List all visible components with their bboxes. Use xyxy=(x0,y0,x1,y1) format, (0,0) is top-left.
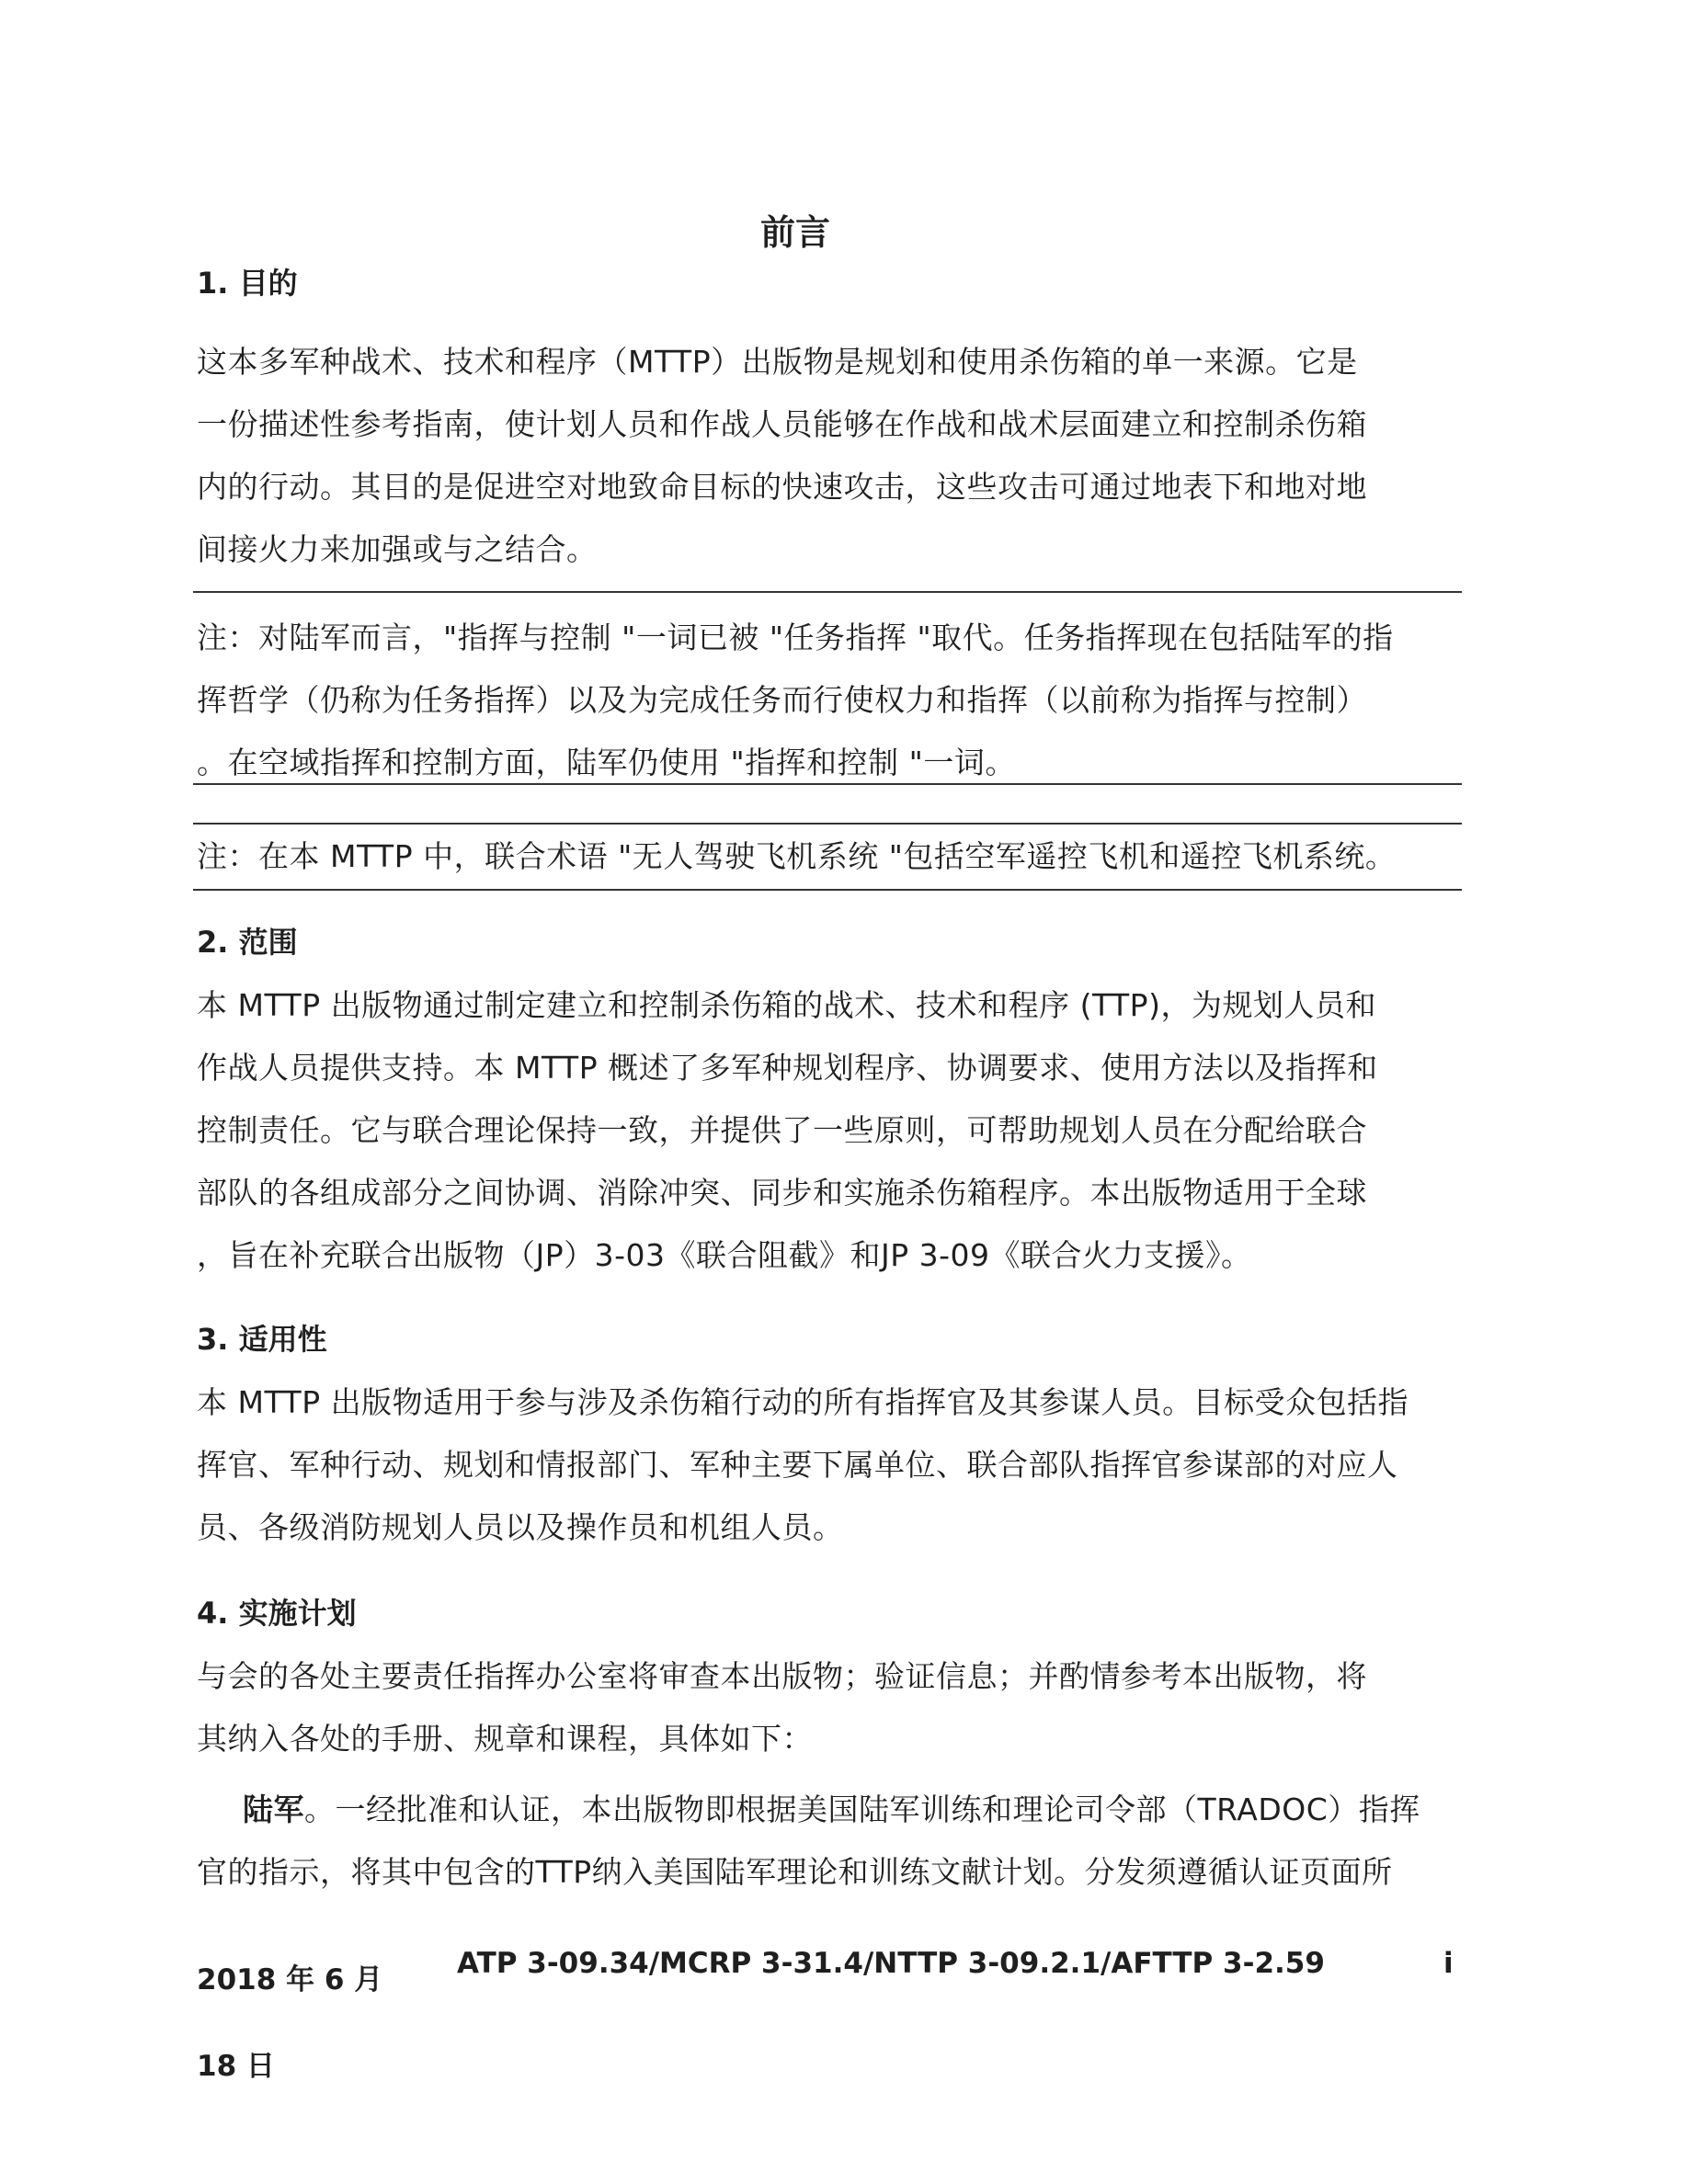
text-line: 本 MTTP 出版物适用于参与涉及杀伤箱行动的所有指挥官及其参谋人员。目标受众包括指 xyxy=(197,1384,1409,1420)
section-heading-implementation: 4. 实施计划 xyxy=(197,1596,357,1631)
section-heading-purpose: 1. 目的 xyxy=(197,266,298,301)
army-paragraph-line2: 官的指示，将其中包含的TTP纳入美国陆军理论和训练文献计划。分发须遵循认证页面所 xyxy=(197,1854,1393,1890)
text-line: 员、各级消防规划人员以及操作员和机组人员。 xyxy=(197,1509,844,1545)
section-heading-applicability: 3. 适用性 xyxy=(197,1322,327,1357)
text-line: 一份描述性参考指南，使计划人员和作战人员能够在作战和战术层面建立和控制杀伤箱 xyxy=(197,406,1367,442)
text-line: 注：对陆军而言，"指挥与控制 "一词已被 "任务指挥 "取代。任务指挥现在包括陆军的指 xyxy=(197,620,1394,655)
note-divider-top xyxy=(193,591,1462,593)
text-line: 内的行动。其目的是促进空对地致命目标的快速攻击，这些攻击可通过地表下和地对地 xyxy=(197,469,1367,505)
purpose-paragraph xyxy=(197,331,1367,581)
footer-date-line1: 2018 年 6 月 xyxy=(197,1963,383,1996)
page-title: 前言 xyxy=(759,212,830,253)
note-uas: 注：在本 MTTP 中，联合术语 "无人驾驶飞机系统 "包括空军遥控飞机和遥控飞机系统。 xyxy=(197,838,1397,874)
text-line: 部队的各组成部分之间协调、消除冲突、同步和实施杀伤箱程序。本出版物适用于全球 xyxy=(197,1175,1367,1211)
note2-divider-bottom xyxy=(193,889,1462,891)
text-line: 挥官、军种行动、规划和情报部门、军种主要下属单位、联合部队指挥官参谋部的对应人 xyxy=(197,1447,1398,1483)
text-line: 。在空域指挥和控制方面，陆军仍使用 "指挥和控制 "一词。 xyxy=(197,745,1016,780)
scope-paragraph xyxy=(197,974,1378,1287)
note-divider-bottom xyxy=(193,783,1462,785)
army-label: 陆军 xyxy=(243,1792,304,1827)
army-paragraph-line1 xyxy=(243,1779,1420,1841)
note-army-command xyxy=(197,607,1394,794)
footer-document-id: ATP 3-09.34/MCRP 3-31.4/NTTP 3-09.2.1/AFTTP 3-2.59 xyxy=(457,1947,1325,1980)
text-line: 控制责任。它与联合理论保持一致，并提供了一些原则，可帮助规划人员在分配给联合 xyxy=(197,1112,1367,1148)
implementation-paragraph xyxy=(197,1645,1367,1770)
applicability-paragraph xyxy=(197,1371,1409,1559)
text-line: 间接火力来加强或与之结合。 xyxy=(197,531,598,567)
army-line1-text: 。一经批准和认证，本出版物即根据美国陆军训练和理论司令部（TRADOC）指挥 xyxy=(304,1792,1420,1827)
text-line: 这本多军种战术、技术和程序（MTTP）出版物是规划和使用杀伤箱的单一来源。它是 xyxy=(197,344,1358,380)
footer-page-number: i xyxy=(1443,1947,1454,1980)
text-line: 其纳入各处的手册、规章和课程，具体如下： xyxy=(197,1721,813,1757)
text-line: 本 MTTP 出版物通过制定建立和控制杀伤箱的战术、技术和程序 (TTP)，为规划人员和 xyxy=(197,987,1376,1023)
text-line: 与会的各处主要责任指挥办公室将审查本出版物；验证信息；并酌情参考本出版物，将 xyxy=(197,1658,1367,1694)
note2-divider-top xyxy=(193,823,1462,825)
footer-date-line2: 18 日 xyxy=(197,2050,275,2083)
section-heading-scope: 2. 范围 xyxy=(197,925,298,960)
text-line: 挥哲学（仍称为任务指挥）以及为完成任务而行使权力和指挥（以前称为指挥与控制） xyxy=(197,682,1367,718)
text-line: 作战人员提供支持。本 MTTP 概述了多军种规划程序、协调要求、使用方法以及指挥和 xyxy=(197,1050,1378,1086)
text-line: ，旨在补充联合出版物（JP）3-03《联合阻截》和JP 3-09《联合火力支援》。 xyxy=(197,1237,1252,1273)
